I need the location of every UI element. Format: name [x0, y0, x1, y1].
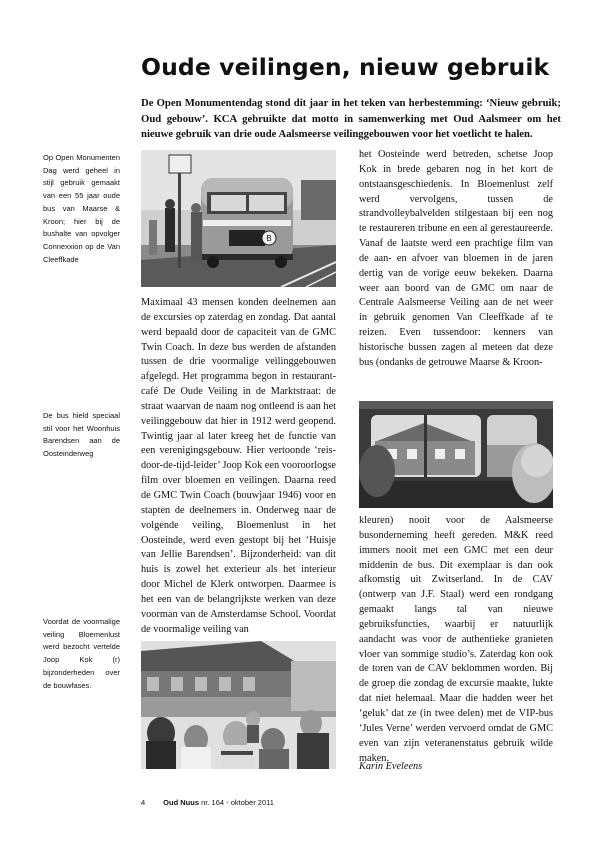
publication-name: Oud Nuus	[163, 798, 200, 807]
page-footer	[141, 798, 274, 807]
bus-photo	[141, 150, 336, 287]
caption-bus-stop: De bus hield speciaal stil voor het Woonhuis Barendsen aan de Oosteinderweg	[43, 411, 120, 459]
article-author: Karin Eveleens	[359, 761, 423, 772]
article-intro: De Open Monumentendag stond dit jaar in het teken van herbestemming: ‘Nieuw gebruik; Oud gebouw’. KCA gebruikte dat motto in samenwerking met Oud Aalsmeer om het nieuwe gebruik van drie oude Aalsmeerse veilinggebouwen voor het voetlicht te halen.	[141, 97, 561, 141]
bus-window-photo	[359, 401, 553, 508]
bus-sign-text: B	[266, 234, 272, 243]
issue-info: nr. 164 - oktober 2011	[201, 798, 274, 807]
article-column-2-top: het Oosteinde werd betreden, schetse Joop Kok in brede gebaren nog in het kort de ontstaansgeschiedenis. In Bloemenlust zelf werd vervolgens, tussen de strandvolleybalvelden stilgestaan bij een nog te restaureren tribune en een al gerestaureerde. Vanaf de laatste werd een prachtige film van de aan- en afvoer van bloemen in de jaren dertig van de vorige eeuw bekeken. Daarna weer aan boord van de GMC om naar de Centrale Aalsmeerse Veiling aan de net weer in gebruik genomen Van Cleeffkade af te reizen. Even tussendoor: kenners van historische bussen zagen al meteen dat deze bus (ondanks de getrouwe Maarse & Kroon-	[359, 149, 553, 368]
page-number: 4	[141, 798, 146, 807]
article-title: Oude veilingen, nieuw gebruik	[141, 53, 550, 81]
caption-auction-visit: Voordat de voormalige veiling Bloemenlust werd bezocht vertelde Joop Kok (r) bijzonderheden over de bouwfases.	[43, 617, 120, 690]
article-column-1: Maximaal 43 mensen konden deelnemen aan de excursies op zaterdag en zondag. Dat aantal werd bepaald door de capaciteit van de GMC Twin Coach. In deze bus werden de afstanden tussen de drie voormalige veilinggebouwen afgelegd. Het programma begon in restaurant-café De Oude Veiling in de Marktstraat: de straat waarvan de naam nog ontleend is aan het veilinggebouw dat hier in 1912 werd geopend. Twintig jaar al later kreeg het de functie van een verenigingsgebouw. Hier vertoonde ‘reis-door-de-tijd-leider’ Joop Kok een vooroorlogse film over bloemen en veilingen. Daarna reed de GMC Twin Coach (bouwjaar 1946) voor en stapten de deelnemers in. Onderweg naar de volgende veiling, Bloemenlust in het Oosteinde, werd even gestopt bij het ‘Huisje van Jellie Barendsen’. Bijzonderheid: van dit huis is zowel het exterieur als het interieur door Michel de Klerk ontworpen. Daarmee is het een van de belangrijkste werken van deze voorman van de Amsterdamse School. Voordat de voormalige veiling van	[141, 297, 336, 635]
caption-bus-photo: Op Open Monumenten Dag werd geheel in stijl gebruik gemaakt van een 55 jaar oude bus van Maarse & Kroon; hier bij de bushalte van opvolger Connexxion op de Van Cleeffkade	[43, 153, 120, 264]
article-column-2-bottom: kleuren) nooit voor de Aalsmeerse busonderneming heeft gereden. M&K reed immers nooit met een GMC met een deur middenin de bus. Dit exemplaar is dan ook afkomstig uit Zwitserland. In de CAV (ontwerp van J.F. Staal) werd een rondgang gemaakt langs tal van nieuwe gebruiksfuncties, waarbij er natuurlijk aandacht was voor de authentieke granieten vloer van sommige studio’s. Zaterdag kon ook de toren van de CAV beklommen worden. Bij de groep die zondag de excursie maakte, lukte dat niet helemaal. Maar die hadden weer het ‘geluk’ dat ze (in twee delen) met de VIP-bus ‘Jules Verne’ werden vervoerd omdat de GMC even van zijn veteranenstatus gebruik wilde maken.	[359, 515, 553, 764]
auction-group-photo	[141, 641, 336, 769]
